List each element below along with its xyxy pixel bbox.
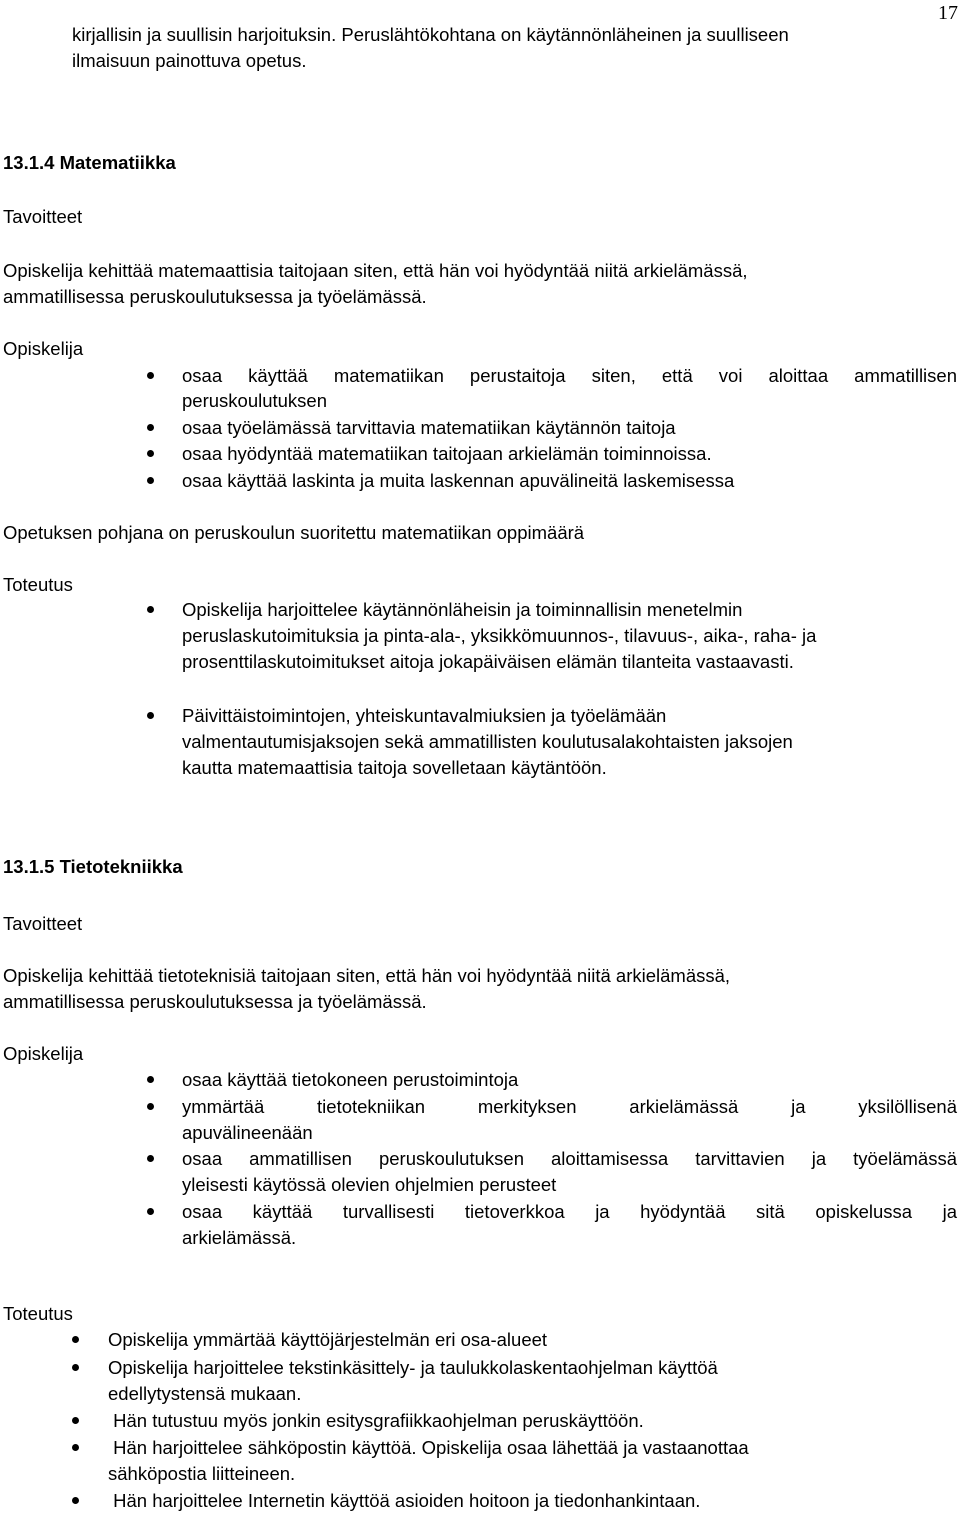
math-impl-item-2-line-3: kautta matemaattisia taitoja sovelletaan käytäntöön. bbox=[182, 757, 607, 778]
it-goals-line-1: Opiskelija kehittää tietoteknisiä taitojaan siten, että hän voi hyödyntää niitä arkielämässä, bbox=[3, 965, 731, 986]
math-impl-item-1-line-1: Opiskelija harjoittelee käytännönläheisin ja toiminnallisin menetelmin bbox=[182, 599, 743, 620]
bullet-icon bbox=[147, 450, 154, 457]
section-heading-math: 13.1.4 Matematiikka bbox=[3, 152, 176, 173]
it-student-item-2-line-1: ymmärtää tietotekniikan merkityksen arkielämässä ja yksilöllisenä bbox=[182, 1096, 957, 1117]
math-impl-item-2-line-2: valmentautumisjaksojen sekä ammatillisten koulutusalakohtaisten jaksojen bbox=[182, 731, 793, 752]
page-number: 17 bbox=[938, 2, 958, 24]
math-goals-line-1: Opiskelija kehittää matemaattisia taitojaan siten, että hän voi hyödyntää niitä arkielämässä, bbox=[3, 260, 748, 281]
math-goals-label: Tavoitteet bbox=[3, 206, 83, 227]
bullet-icon bbox=[72, 1336, 79, 1343]
bullet-icon bbox=[147, 1155, 154, 1162]
intro-line-1: kirjallisin ja suullisin harjoituksin. Peruslähtökohtana on käytännönläheinen ja suulliseen bbox=[72, 24, 789, 45]
intro-line-2: ilmaisuun painottuva opetus. bbox=[72, 50, 307, 71]
it-impl-label: Toteutus bbox=[3, 1303, 73, 1324]
math-impl-item-2-line-1: Päivittäistoimintojen, yhteiskuntavalmiuksien ja työelämään bbox=[182, 705, 667, 726]
it-impl-item-1: Opiskelija ymmärtää käyttöjärjestelmän eri osa-alueet bbox=[108, 1329, 548, 1350]
math-student-item-3: osaa hyödyntää matematiikan taitojaan arkielämän toiminnoissa. bbox=[182, 443, 712, 464]
it-impl-item-2-line-1: Opiskelija harjoittelee tekstinkäsittely- ja taulukkolaskentaohjelman käyttöä bbox=[108, 1357, 718, 1378]
bullet-icon bbox=[147, 712, 154, 719]
math-student-item-1-line-1: osaa käyttää matematiikan perustaitoja siten, että voi aloittaa ammatillisen bbox=[182, 365, 957, 386]
it-goals-line-2: ammatillisessa peruskoulutuksessa ja työelämässä. bbox=[3, 991, 427, 1012]
math-student-item-2: osaa työelämässä tarvittavia matematiikan käytännön taitoja bbox=[182, 417, 676, 438]
math-student-item-1-line-2: peruskoulutuksen bbox=[182, 390, 328, 411]
bullet-icon bbox=[147, 606, 154, 613]
bullet-icon bbox=[72, 1417, 79, 1424]
bullet-icon bbox=[72, 1444, 79, 1451]
math-basis-text: Opetuksen pohjana on peruskoulun suoritettu matematiikan oppimäärä bbox=[3, 522, 585, 543]
math-impl-label: Toteutus bbox=[3, 574, 73, 595]
math-student-item-4: osaa käyttää laskinta ja muita laskennan apuvälineitä laskemisessa bbox=[182, 470, 735, 491]
bullet-icon bbox=[147, 1208, 154, 1215]
it-impl-item-2-line-2: edellytystensä mukaan. bbox=[108, 1383, 302, 1404]
it-impl-item-4-line-2: sähköpostia liitteineen. bbox=[108, 1463, 296, 1484]
bullet-icon bbox=[147, 372, 154, 379]
it-impl-item-4-line-1: Hän harjoittelee sähköpostin käyttöä. Opiskelija osaa lähettää ja vastaanottaa bbox=[108, 1437, 749, 1458]
math-goals-line-2: ammatillisessa peruskoulutuksessa ja työelämässä. bbox=[3, 286, 427, 307]
bullet-icon bbox=[72, 1497, 79, 1504]
bullet-icon bbox=[147, 1103, 154, 1110]
it-student-item-3-line-1: osaa ammatillisen peruskoulutuksen aloittamisessa tarvittavien ja työelämässä bbox=[182, 1148, 957, 1169]
it-student-label: Opiskelija bbox=[3, 1043, 84, 1064]
math-student-label: Opiskelija bbox=[3, 338, 84, 359]
bullet-icon bbox=[147, 424, 154, 431]
bullet-icon bbox=[147, 477, 154, 484]
it-student-item-1: osaa käyttää tietokoneen perustoimintoja bbox=[182, 1069, 519, 1090]
it-impl-item-5: Hän harjoittelee Internetin käyttöä asioiden hoitoon ja tiedonhankintaan. bbox=[108, 1490, 701, 1511]
it-student-item-3-line-2: yleisesti käytössä olevien ohjelmien perusteet bbox=[182, 1174, 557, 1195]
bullet-icon bbox=[72, 1364, 79, 1371]
it-student-item-4-line-1: osaa käyttää turvallisesti tietoverkkoa ja hyödyntää sitä opiskelussa ja bbox=[182, 1201, 957, 1222]
math-impl-item-1-line-2: peruslaskutoimituksia ja pinta-ala-, yksikkömuunnos-, tilavuus-, aika-, raha- ja bbox=[182, 625, 817, 646]
it-student-item-2-line-2: apuvälineenään bbox=[182, 1122, 313, 1143]
section-heading-it: 13.1.5 Tietotekniikka bbox=[3, 856, 183, 877]
bullet-icon bbox=[147, 1076, 154, 1083]
it-student-item-4-line-2: arkielämässä. bbox=[182, 1227, 297, 1248]
math-impl-item-1-line-3: prosenttilaskutoimitukset aitoja jokapäiväisen elämän tilanteita vastaavasti. bbox=[182, 651, 794, 672]
it-goals-label: Tavoitteet bbox=[3, 913, 83, 934]
it-impl-item-3: Hän tutustuu myös jonkin esitysgrafiikkaohjelman peruskäyttöön. bbox=[108, 1410, 644, 1431]
